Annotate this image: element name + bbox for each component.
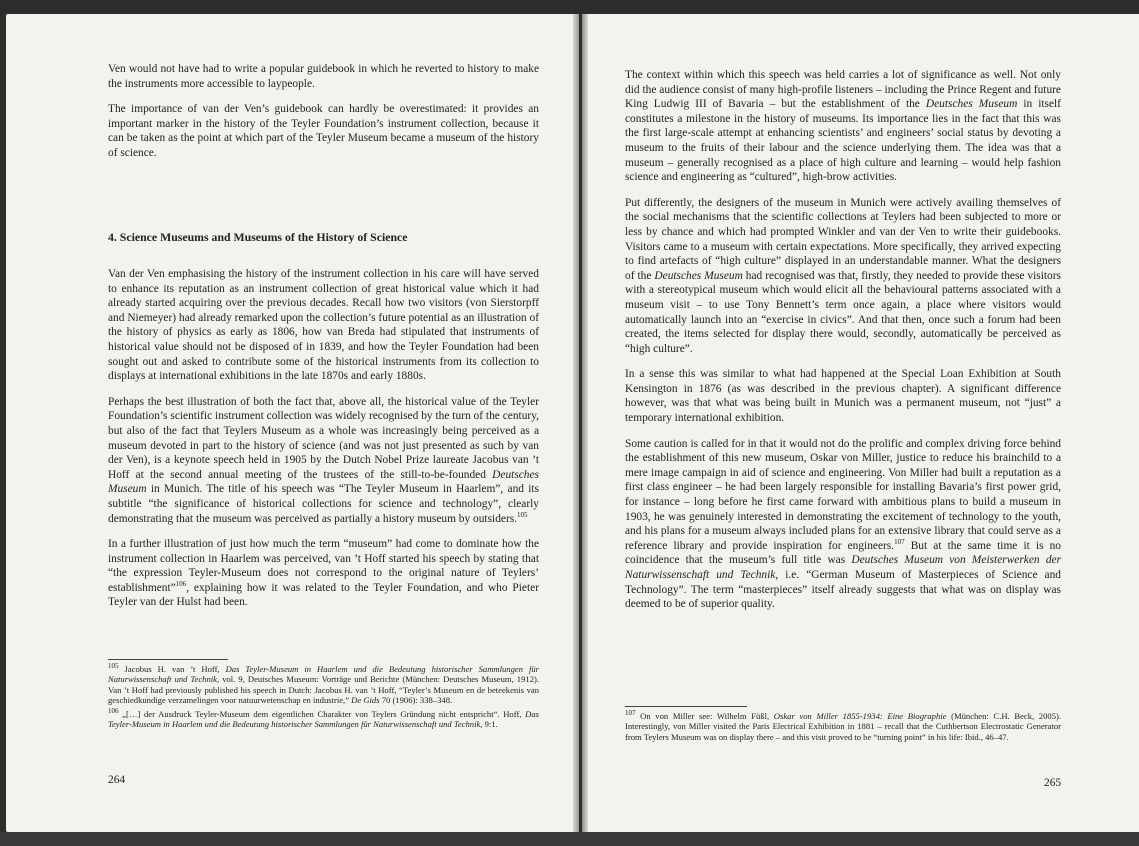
paragraph: Some caution is called for in that it would not do the prolific and complex driving force behind the establishment of this new museum, Oskar von Miller, justice to reduce his brainchild to a mere image campaign in aid of science and engineering. Von Miller had built a reputation as a first class engineer – he had been largely responsible for installing Bavaria’s first power grid, for instance – long before he first came forward with ambitious plans to build a museum in 1903, he was genuinely interested in demonstrating the excitement of technology to the youth, and his plans for a museum always included plans for an extensive library that could serve as a reference library and provide inspiration for engineers.$^{107}$ But at the same time it is no coincidence that the museum’s full title was Deutsches Museum von Meisterwerken der Naturwissenschaft und Technik, i.e. “German Museum of Masterpieces of Science and Technology”. The term “masterpieces” itself already suggests that what was on display was deemed to be of superior quality. bbox=[625, 437, 1062, 611]
footnote-ref: 106 bbox=[175, 580, 187, 589]
paragraph: Ven would not have had to write a popular guidebook in which he reverted to history to make the instruments more accessible to laypeople. bbox=[108, 63, 539, 90]
footnote: $^{107}$ On von Miller see: Wilhelm Füßl, Oskar von Miller 1855-1934: Eine Biographie (München: C.H. Beck, 2005). Interestingly, von Miller visited the Paris Electrical Exhibition in 1881 – recall that the Cuthbertson Electrostatic Generator from Teylers Museum was on display there – and this visit proved to be “turning point” in his life: Ibid., 46–47. bbox=[625, 709, 1062, 742]
left-body-main bbox=[108, 267, 539, 621]
footnote-rule bbox=[625, 706, 747, 707]
footnote-rule bbox=[108, 659, 228, 660]
right-page bbox=[588, 14, 1139, 832]
left-section bbox=[108, 230, 539, 245]
paragraph: Put differently, the designers of the museum in Munich were actively availing themselves of the social mechanisms that the scientific collections at Teylers had been subjected to more or less by chance and which had prompted Winkler and van der Ven to write their guidebooks. Visitors came to a museum with certain expectations. More specifically, they arrived expecting to find artefacts of “high culture” displayed in an understandable manner. What the designers of the Deutsches Museum had recognised was that, firstly, they needed to provide these visitors with a stereotypical museum which would elicit all the behavioural patterns associated with a museum visit – to use Tony Bennett’s term once again, a place where visitors would automatically launch into an “exercise in civics”. And that then, once such a forum had been created, the items selected for display there would, secondly, automatically be perceived as “high culture”. bbox=[625, 196, 1061, 355]
footnote: $^{106}$ „[…] der Ausdruck Teyler-Museum dem eigentlichen Charakter von Teylers Gründung nicht entspricht“. Hoff, Das Teyler-Museum in Haarlem und die Bedeutung historischer Sammlungen für Naturwissenschaft und Technik, 9:1. bbox=[108, 706, 539, 730]
left-body-top bbox=[108, 62, 539, 172]
footnote-ref: 105 bbox=[517, 510, 528, 519]
page-number: 265 bbox=[1044, 777, 1062, 789]
footnote: $^{105}$ Jacobus H. van ’t Hoff, Das Teyler-Museum in Haarlem und die Bedeutung historischer Sammlungen für Naturwissenschaft und Technik, vol. 9, Deutsches Museum: Vorträge und Berichte (München: Deutsches Museum, 1912). Van ’t Hoff had previously published his speech in Dutch: Jacobus H. van ’t Hoff, “Teyler’s Museum en de beteekenis van geschiedkundige verzamelingen voor natuurwetenschap en industrie,” De Gids 70 (1906): 338–348. bbox=[108, 662, 540, 706]
paragraph: Perhaps the best illustration of both the fact that, above all, the historical value of the Teyler Foundation’s scientific instrument collection was widely recognised by the turn of the century, but also of the fact that Teylers Museum as a whole was increasingly being perceived as a museum devoted in part to the history of science (and was not just presented as such by van der Ven), is a keynote speech held in 1905 by the Dutch Nobel Prize laureate Jacobus van ’t Hoff at the second annual meeting of the trustees of the still-to-be-founded Deutsches Museum in Munich. The title of his speech was “The Teyler Museum in Haarlem”, and its subtitle “the significance of historical collections for science and technology”, clearly demonstrating that the museum was perceived as partially a history museum by outsiders.$^{105}$ bbox=[108, 395, 539, 525]
left-footnotes bbox=[108, 664, 539, 732]
footnote-ref: 107 bbox=[894, 538, 905, 547]
page-number: 264 bbox=[108, 774, 126, 786]
section-heading: 4. Science Museums and Museums of the History of Science bbox=[108, 230, 408, 244]
paragraph: In a sense this was similar to what had happened at the Special Loan Exhibition at South Kensington in 1876 (as was described in the previous chapter). A significant difference however, was that what was being built in Munich was a permanent museum, not “just” a temporary international exhibition. bbox=[625, 368, 1061, 425]
paragraph: Van der Ven emphasising the history of the instrument collection in his care will have served to enhance its reputation as an instrument collection of great historical value which it had already started acquiring over the previous decades. Recall how two visitors (von Sierstorpff and Niemeyer) had already remarked upon the collection’s future potential as an illustration of the history of physics as early as 1806, how van Breda had stipulated that instruments of historical value should not be disposed of in 1839, and how the Teyler Foundation had been sought out and asked to contribute some of the historical instruments from its collection to displays at international exhibitions in the late 1870s and early 1880s. bbox=[108, 268, 539, 383]
gutter-shadow bbox=[573, 14, 579, 832]
paragraph: The importance of van der Ven’s guidebook can hardly be overestimated: it provides an important marker in the history of the Teyler Foundation’s instrument collection, because it can be taken as the point at which part of the Teyler Museum became a museum of the history of science. bbox=[108, 103, 539, 159]
paragraph: In a further illustration of just how much the term “museum” had come to dominate how the instrument collection in Haarlem was perceived, van ’t Hoff started his speech by stating that “the expression Teyler-Museum does not correspond to the original nature of Teylers’ establishment”$^{106}$, explaining how it was related to the Teyler Foundation, and who Pieter Teyler van der Hulst had been. bbox=[108, 538, 539, 609]
right-body bbox=[625, 68, 1061, 623]
book-edge bbox=[0, 832, 1139, 846]
left-page bbox=[6, 14, 579, 832]
right-footnotes bbox=[625, 711, 1061, 745]
paragraph: The context within which this speech was held carries a lot of significance as well. Not only did the audience consist of many high-profile listeners – including the Prince Regent and future King Ludwig III of Bavaria – but the establishment of the Deutsches Museum in itself constitutes a milestone in the history of museums. Its importance lies in the fact that this was the first large-scale attempt at enhancing scientists’ and engineers’ social status by devoting a museum to the fruits of their labour and the science underlying them. The idea was that a museum – generally recognised as a place of high culture and learning – would help fashion science and engineering as “cultured”, high-brow activities. bbox=[625, 69, 1061, 184]
